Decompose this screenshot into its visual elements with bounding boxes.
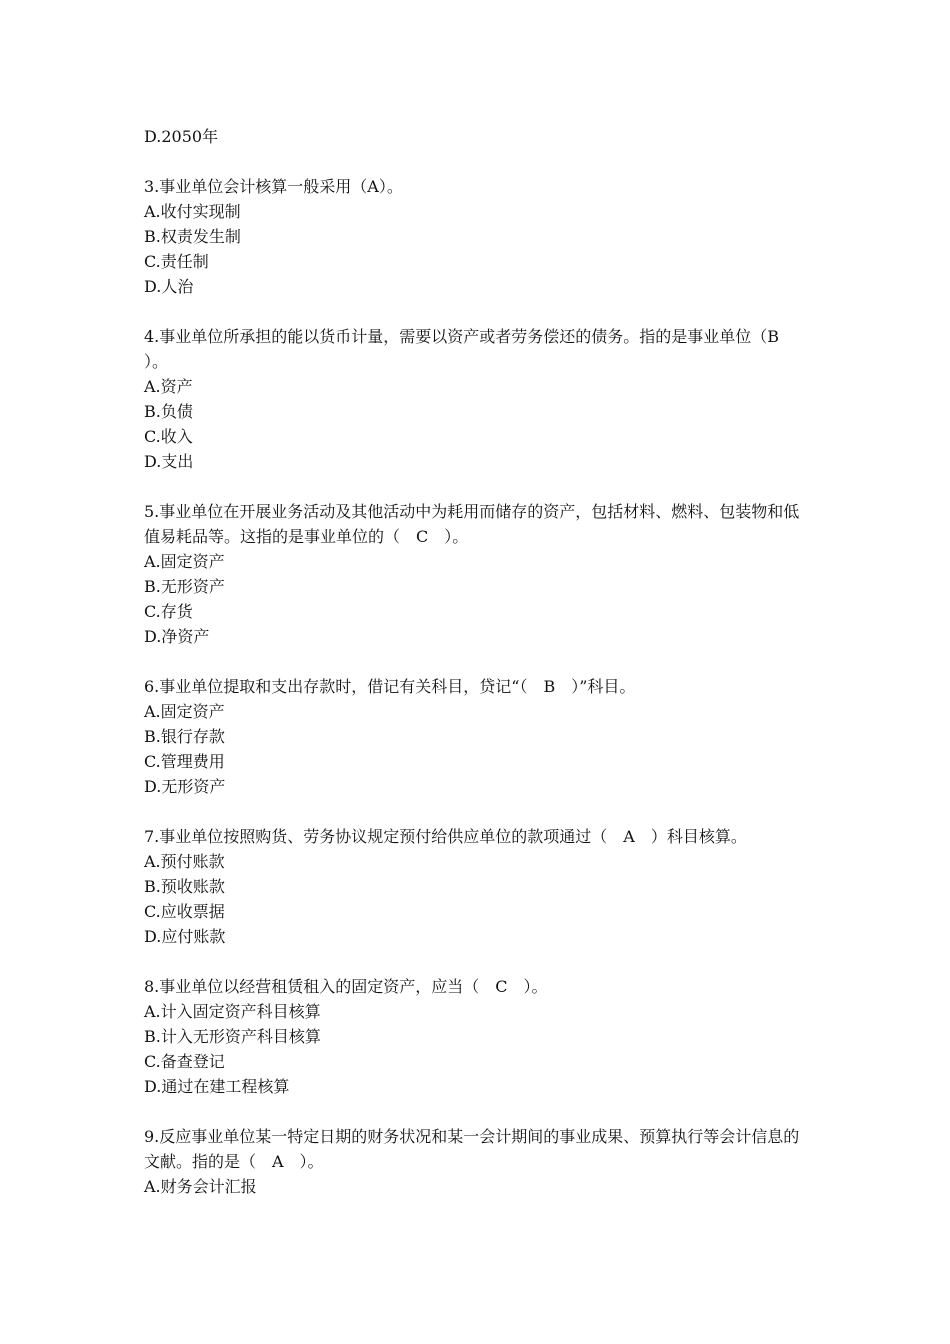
option-d: D.无形资产 xyxy=(144,777,226,796)
question-text: 9.反应事业单位某一特定日期的财务状况和某一会计期间的事业成果、预算执行等会计信息的文献。指的是（ A ）。 xyxy=(144,1127,800,1171)
option-a: A.收付实现制 xyxy=(144,202,241,221)
question-7 xyxy=(144,824,809,949)
option-a: A.资产 xyxy=(144,377,193,396)
option-d: D.通过在建工程核算 xyxy=(144,1077,290,1096)
option-b: B.负债 xyxy=(144,402,193,421)
option-a: A.财务会计汇报 xyxy=(144,1177,257,1196)
question-8 xyxy=(144,974,809,1099)
question-5 xyxy=(144,499,809,649)
question-3 xyxy=(144,174,809,299)
option-b: B.无形资产 xyxy=(144,577,225,596)
question-text: 6.事业单位提取和支出存款时，借记有关科目，贷记“（ B ）”科目。 xyxy=(144,677,636,696)
option-d: D.应付账款 xyxy=(144,927,226,946)
question-text: 3.事业单位会计核算一般采用（A）。 xyxy=(144,177,403,196)
option-a: A.预付账款 xyxy=(144,852,225,871)
question-text: 5.事业单位在开展业务活动及其他活动中为耗用而储存的资产，包括材料、燃料、包装物和低值易耗品等。这指的是事业单位的（ C ）。 xyxy=(144,502,800,546)
option-a: A.固定资产 xyxy=(144,552,225,571)
lead-option: D.2050年 xyxy=(144,127,219,146)
question-9 xyxy=(144,1124,809,1199)
option-b: B.预收账款 xyxy=(144,877,225,896)
option-b: B.权责发生制 xyxy=(144,227,241,246)
document-content xyxy=(144,124,809,1199)
question-text: 8.事业单位以经营租赁租入的固定资产，应当（ C ）。 xyxy=(144,977,548,996)
option-c: C.备查登记 xyxy=(144,1052,225,1071)
option-c: C.收入 xyxy=(144,427,193,446)
option-d: D.支出 xyxy=(144,452,194,471)
option-c: C.责任制 xyxy=(144,252,209,271)
question-4 xyxy=(144,324,809,474)
option-a: A.固定资产 xyxy=(144,702,225,721)
option-a: A.计入固定资产科目核算 xyxy=(144,1002,321,1021)
option-c: C.应收票据 xyxy=(144,902,225,921)
question-text: 7.事业单位按照购货、劳务协议规定预付给供应单位的款项通过（ A ）科目核算。 xyxy=(144,827,747,846)
option-b: B.银行存款 xyxy=(144,727,225,746)
option-b: B.计入无形资产科目核算 xyxy=(144,1027,321,1046)
option-d: D.人治 xyxy=(144,277,194,296)
option-c: C.管理费用 xyxy=(144,752,225,771)
option-d: D.净资产 xyxy=(144,627,210,646)
question-text: 4.事业单位所承担的能以货币计量，需要以资产或者劳务偿还的债务。指的是事业单位（B ）。 xyxy=(144,327,796,371)
question-6 xyxy=(144,674,809,799)
option-c: C.存货 xyxy=(144,602,193,621)
